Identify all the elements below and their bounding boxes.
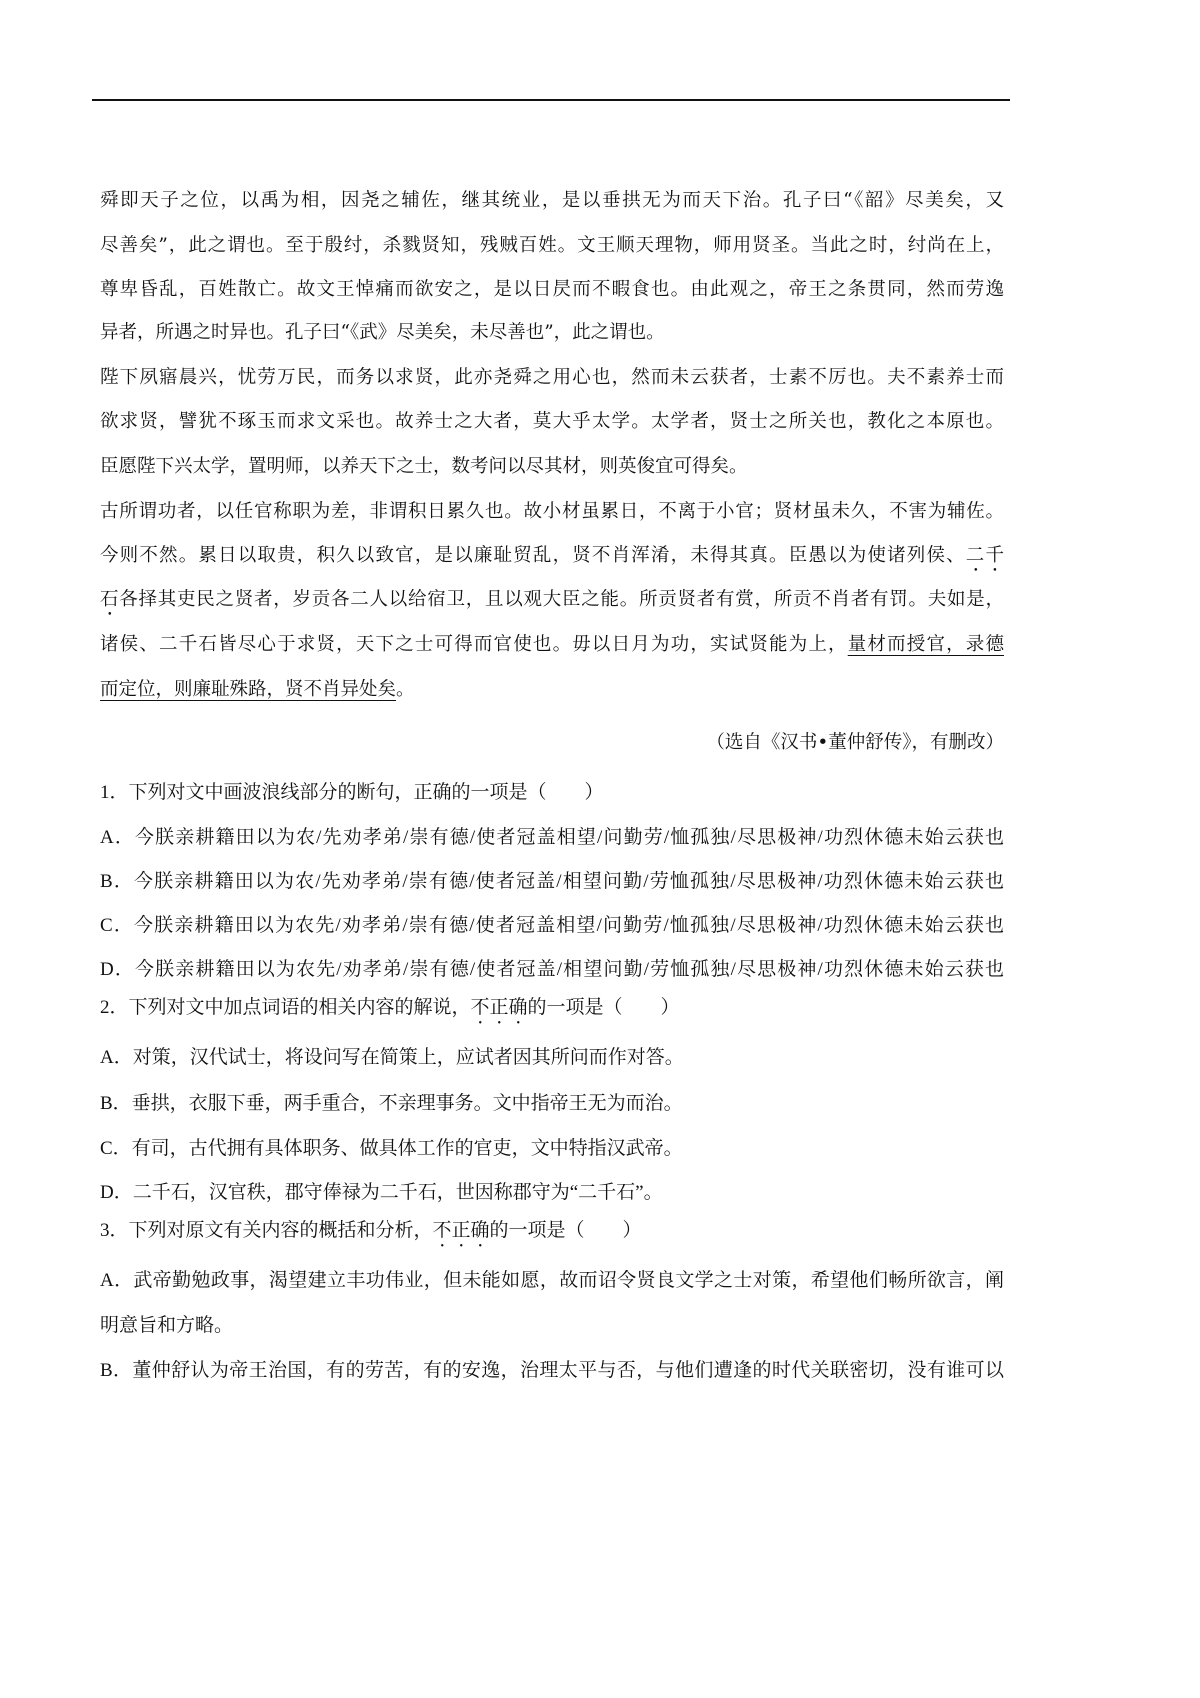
dotted-term: 石 xyxy=(100,589,120,610)
option-d: D．今朕亲耕籍田以为农先/劝孝弟/崇有德/使者冠盖/相望问勤/劳恤孤独/尽思极神/功烈休德未始云获也 xyxy=(100,959,1004,980)
underlined-text: 量材而授官，录德 xyxy=(847,634,1004,655)
dotted-term: 不正确 xyxy=(470,997,528,1018)
question-stem xyxy=(100,995,1004,1029)
option-d: D．二千石，汉官秩，郡守俸禄为二千石，世因称郡守为“二千石”。 xyxy=(100,1182,663,1203)
dotted-term: 不正确 xyxy=(432,1220,490,1241)
stem-text: 2．下列对文中加点词语的相关内容的解说， xyxy=(100,997,471,1018)
passage-text: 今则不然。累日以取贵，积久以致官，是以廉耻贸乱，贤不肖浑淆，未得其真。臣愚以为使诸列侯、 xyxy=(100,545,966,566)
option-a: A．今朕亲耕籍田以为农/先劝孝弟/崇有德/使者冠盖相望/问勤劳/恤孤独/尽思极神/功烈休德未始云获也 xyxy=(100,827,1004,848)
passage-line: 尊卑昏乱，百姓散亡。故文王悼痛而欲安之，是以日昃而不暇食也。由此观之，帝王之条贯同，然而劳逸 xyxy=(100,279,1004,300)
passage-line: 臣愿陛下兴太学，置明师，以养天下之士，数考问以尽其材，则英俊宜可得矣。 xyxy=(100,456,748,477)
stem-text: 的一项是（ ） xyxy=(527,997,680,1018)
option-b: B．今朕亲耕籍田以为农/先劝孝弟/崇有德/使者冠盖/相望问勤/劳恤孤独/尽思极神/功烈休德未始云获也 xyxy=(100,871,1004,892)
question-stem: 1．下列对文中画波浪线部分的断句，正确的一项是（ ） xyxy=(100,782,604,803)
passage-text: 。 xyxy=(396,679,415,700)
option-c: C．有司，古代拥有具体职务、做具体工作的官吏，文中特指汉武帝。 xyxy=(100,1138,683,1159)
passage-line xyxy=(100,632,1004,658)
passage-line: 陛下夙寤晨兴，忧劳万民，而务以求贤，此亦尧舜之用心也，然而未云获者，士素不厉也。夫不素养士而 xyxy=(100,367,1004,388)
passage-text: 各择其吏民之贤者，岁贡各二人以给宿卫，且以观大臣之能。所贡贤者有赏，所贡不肖者有罚。夫如是， xyxy=(119,589,1004,610)
option-c: C．今朕亲耕籍田以为农先/劝孝弟/崇有德/使者冠盖相望/问勤劳/恤孤独/尽思极神/功烈休德未始云获也 xyxy=(100,915,1004,936)
stem-text: 3．下列对原文有关内容的概括和分析， xyxy=(100,1220,433,1241)
passage-line: 欲求贤，譬犹不琢玉而求文采也。故养士之大者，莫大乎太学。太学者，贤士之所关也，教化之本原也。 xyxy=(100,411,1004,432)
passage-line xyxy=(100,587,1004,620)
option-a-cont: 明意旨和方略。 xyxy=(100,1315,234,1336)
question-stem xyxy=(100,1218,1004,1252)
passage-line: 舜即天子之位，以禹为相，因尧之辅佐，继其统业，是以垂拱无为而天下治。孔子曰“《韶》尽美矣，又 xyxy=(100,190,1004,211)
underlined-text: 而定位，则廉耻殊路，贤不肖异处矣 xyxy=(100,679,397,700)
passage-line: 古所谓功者，以任官称职为差，非谓积日累久也。故小材虽累日，不离于小官；贤材虽未久，不害为辅佐。 xyxy=(100,501,1004,522)
header-rule xyxy=(92,99,1010,101)
option-a: A．武帝勤勉政事，渴望建立丰功伟业，但未能如愿，故而诏令贤良文学之士对策，希望他们畅所欲言，阐 xyxy=(100,1270,1004,1291)
dotted-term: 二千 xyxy=(965,545,1004,566)
passage-line: 异者，所遇之时异也。孔子曰“《武》尽美矣，未尽善也”，此之谓也。 xyxy=(100,322,665,343)
passage-line xyxy=(100,543,1004,576)
passage-line xyxy=(100,677,1004,703)
passage-text: 诸侯、二千石皆尽心于求贤，天下之士可得而官使也。毋以日月为功，实试贤能为上， xyxy=(100,634,848,655)
option-b: B．董仲舒认为帝王治国，有的劳苦，有的安逸，治理太平与否，与他们遭逢的时代关联密切，没有谁可以 xyxy=(100,1360,1004,1381)
source-citation: （选自《汉书•董仲舒传》，有删改） xyxy=(706,732,1004,753)
passage-line: 尽善矣”，此之谓也。至于殷纣，杀戮贤知，残贼百姓。文王顺天理物，师用贤圣。当此之时，纣尚在上， xyxy=(100,235,1004,256)
option-a: A．对策，汉代试士，将设问写在简策上，应试者因其所问而作对答。 xyxy=(100,1047,684,1068)
option-b: B．垂拱，衣服下垂，两手重合，不亲理事务。文中指帝王无为而治。 xyxy=(100,1093,683,1114)
stem-text: 的一项是（ ） xyxy=(489,1220,642,1241)
